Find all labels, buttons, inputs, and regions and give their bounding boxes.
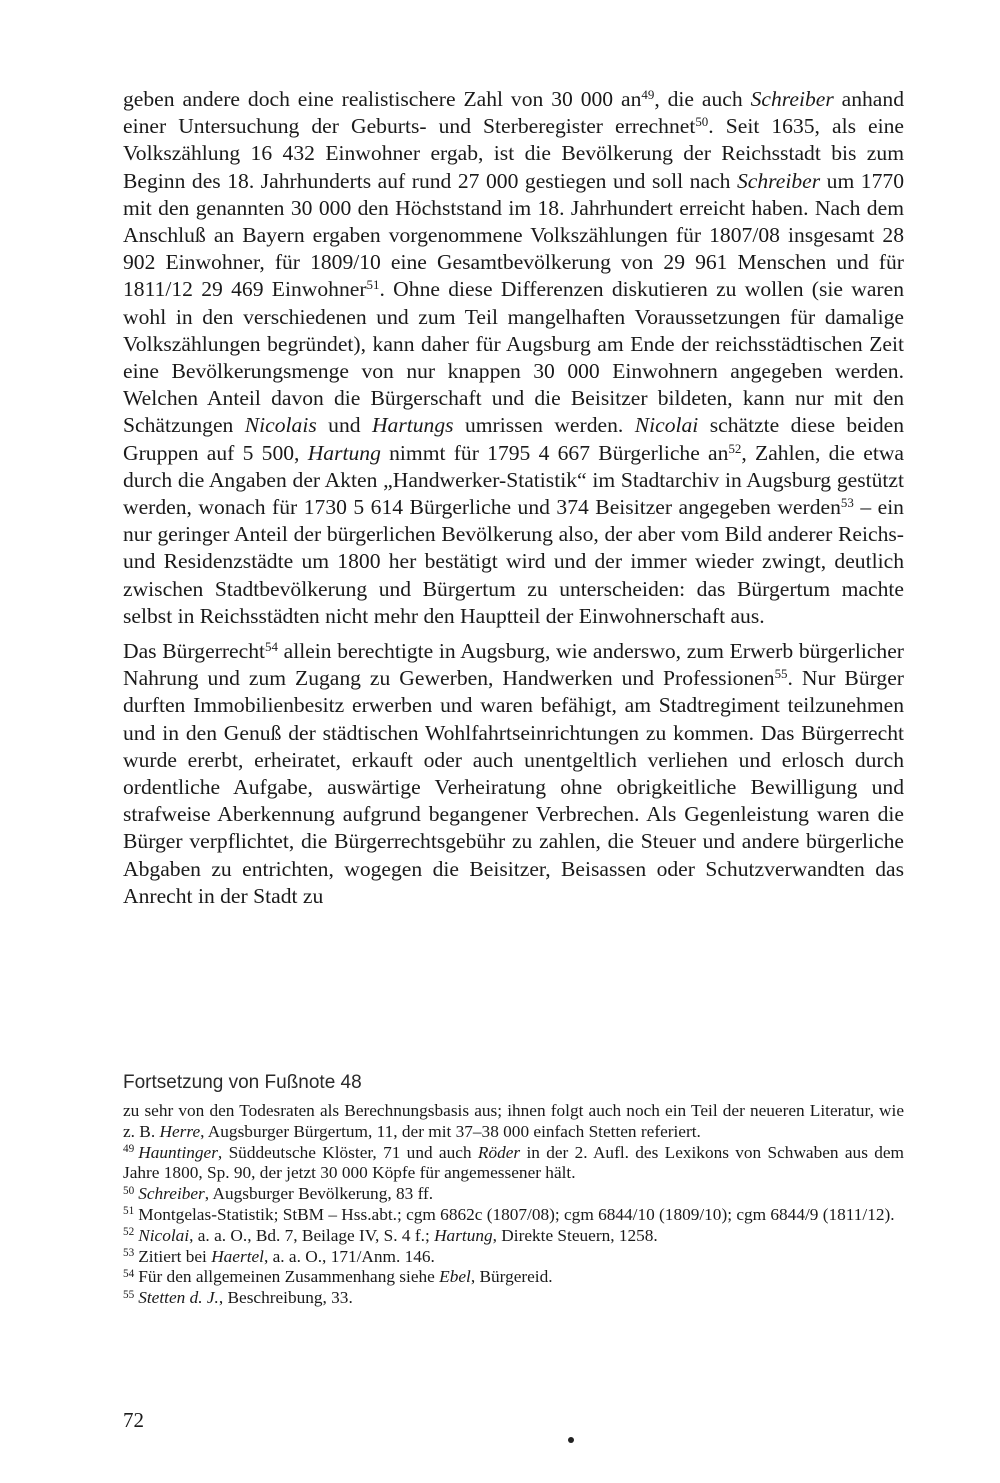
main-text bbox=[123, 86, 904, 910]
footnotes bbox=[123, 1101, 904, 1309]
italic-name: Herre bbox=[159, 1121, 201, 1141]
italic-name: Schreiber bbox=[138, 1184, 205, 1204]
footnote-marker: 51 bbox=[123, 1205, 135, 1218]
paragraph: geben andere doch eine realistischere Zahl von 30 000 $an^{49}$, die auch Schreiber anhand einer Untersuchung der Geburts- und Sterberegister errechnet$^{50}$. Seit 1635, als eine Volkszählung 16 432 Einwohner ergab, ist die Bevölkerung der Reichsstadt bis zum Beginn des 18. Jahrhunderts auf rund 27 000 gestiegen und soll nach Schreiber um 1770 mit den genannten 30 000 den Höchststand im 18. Jahrhundert erreicht haben. Nach dem Anschluß an Bayern ergaben vorgenommene Volkszählungen für 1807/08 insgesamt 28 902 Einwohner, für 1809/10 eine Gesamtbevölkerung von 29 961 Menschen und für 1811/12 29 469 Einwohner$^{51}$. Ohne diese Differenzen diskutieren zu wollen (sie waren wohl in den verschiedenen und zum Teil mangelhaften Voraussetzungen für damalige Volkszählungen begründet), kann daher für Augsburg am Ende der reichsstädtischen Zeit eine Bevölkerungsmenge von nur knappen 30 000 Einwohnern angegeben werden. Welchen Anteil davon die Bürgerschaft und die Beisitzer bildeten, kann nur mit den Schätzungen Nicolais und Hartungs umrissen werden. Nicolai schätzte diese beiden Gruppen auf 5 500, Hartung nimmt für 1795 4 667 Bürgerliche $an^{52}$, Zahlen, die etwa durch die Angaben der Akten „Handwerker-Statistik“ im Stadtarchiv in Augsburg gestützt werden, wonach für 1730 5 614 Bürgerliche und 374 Beisitzer angegeben werden$^{53}$ – ein nur geringer Anteil der bürgerlichen Bevölkerung also, der aber vom Bild anderer Reichs- und Residenzstädte um 1800 her bestätigt wird und der immer wieder zwingt, deutlich zwischen Stadtbevölkerung und Bürgertum zu unterscheiden: das Bürgertum machte selbst in Reichsstädten nicht mehr den Hauptteil der Einwohnerschaft aus. bbox=[123, 86, 905, 628]
footnote-continuation-heading: Fortsetzung von Fußnote 48 bbox=[123, 1072, 362, 1093]
footnote-marker: 50 bbox=[123, 1184, 135, 1197]
italic-name: Ebel bbox=[439, 1267, 471, 1287]
footnote-marker: 53 bbox=[840, 494, 854, 510]
footnote-marker: 52 bbox=[123, 1226, 135, 1239]
footnote-marker: 54 bbox=[123, 1267, 135, 1280]
italic-name: Hartung bbox=[434, 1225, 493, 1245]
footnote-marker: 54 bbox=[265, 638, 278, 654]
page-number: 72 bbox=[123, 1408, 144, 1432]
footnote: $^{51}$ Montgelas-Statistik; StBM – Hss.abt.; cgm 6862c (1807/08); cgm 6844/10 (1809/10); cgm 6844/9 (1811/12). bbox=[123, 1204, 895, 1224]
footnote-marker: 53 bbox=[123, 1246, 135, 1259]
footnote-marker: 51 bbox=[366, 277, 380, 293]
footnote: $^{52}$ Nicolai, a. a. O., Bd. 7, Beilage IV, S. 4 f.; Hartung, Direkte Steuern, 1258. bbox=[123, 1225, 658, 1245]
footnote: $^{54}$ Für den allgemeinen Zusammenhang siehe Ebel, Bürgereid. bbox=[123, 1267, 553, 1287]
italic-name: Nicolais bbox=[244, 413, 317, 438]
dot-mark bbox=[568, 1437, 574, 1443]
footnote-marker: 55 bbox=[123, 1288, 135, 1301]
paragraph: Das Bürgerrecht$^{54}$ allein berechtigte in Augsburg, wie anderswo, zum Erwerb bürgerlicher Nahrung und zum Zugang zu Gewerben, Handwerken und Professionen$^{55}$. Nur Bürger durften Immobilienbesitz erwerben und waren befähigt, am Stadtregiment teilzunehmen und in den Genuß der städtischen Wohlfahrtseinrichtungen zu kommen. Das Bürgerrecht wurde ererbt, erheiratet, erkauft oder auch unentgeltlich verliehen und erlosch durch ordentliche Aufgabe, auswärtige Verheiratung ohne obrigkeitliche Bewilligung und strafweise Aberkennung aufgrund begangener Verbrechen. Als Gegenleistung waren die Bürger verpflichtet, die Bürgerrechtsgebühr zu zahlen, die Steuer und andere bürgerliche Abgaben zu entrichten, wogegen die Beisitzer, Beisassen oder Schutzverwandten das Anrecht in der Stadt zu bbox=[123, 638, 904, 908]
italic-name: Schreiber bbox=[750, 87, 834, 111]
italic-name: Hartung bbox=[307, 440, 381, 465]
footnote-marker: 50 bbox=[695, 114, 709, 130]
italic-name: Nicolai bbox=[138, 1225, 190, 1245]
footnote: $^{55}$ Stetten d. J., Beschreibung, 33. bbox=[123, 1288, 353, 1308]
footnote: $^{49}$ Hauntinger, Süddeutsche Klöster, 71 und auch Röder in der 2. Aufl. des Lexikons von Schwaben aus dem Jahre 1800, Sp. 90, der jetzt 30 000 Köpfe für angemessener hält. bbox=[123, 1142, 904, 1183]
footnote: $^{53}$ Zitiert bei Haertel, a. a. O., 171/Anm. 146. bbox=[123, 1246, 435, 1266]
italic-name: Haertel bbox=[211, 1246, 264, 1266]
footnote: $^{50}$ Schreiber, Augsburger Bevölkerung, 83 ff. bbox=[123, 1184, 434, 1204]
italic-name: Stetten d. J. bbox=[138, 1288, 219, 1308]
italic-name: Nicolai bbox=[634, 413, 699, 438]
italic-name: Schreiber bbox=[736, 168, 821, 193]
italic-name: Röder bbox=[477, 1142, 521, 1162]
footnote-marker: 52 bbox=[728, 440, 742, 456]
footnote-marker: 55 bbox=[774, 666, 788, 682]
footnote-marker: 49 bbox=[123, 1142, 135, 1155]
italic-name: Hartungs bbox=[371, 413, 454, 438]
footnote: zu sehr von den Todesraten als Berechnungsbasis aus; ihnen folgt auch noch ein Teil der neueren Literatur, wie z. B. Herre, Augsburger Bürgertum, 11, der mit 37–38 000 einfach Stetten referiert. bbox=[123, 1101, 904, 1141]
footnote-marker: 49 bbox=[641, 86, 655, 102]
italic-name: Hauntinger bbox=[138, 1142, 218, 1162]
